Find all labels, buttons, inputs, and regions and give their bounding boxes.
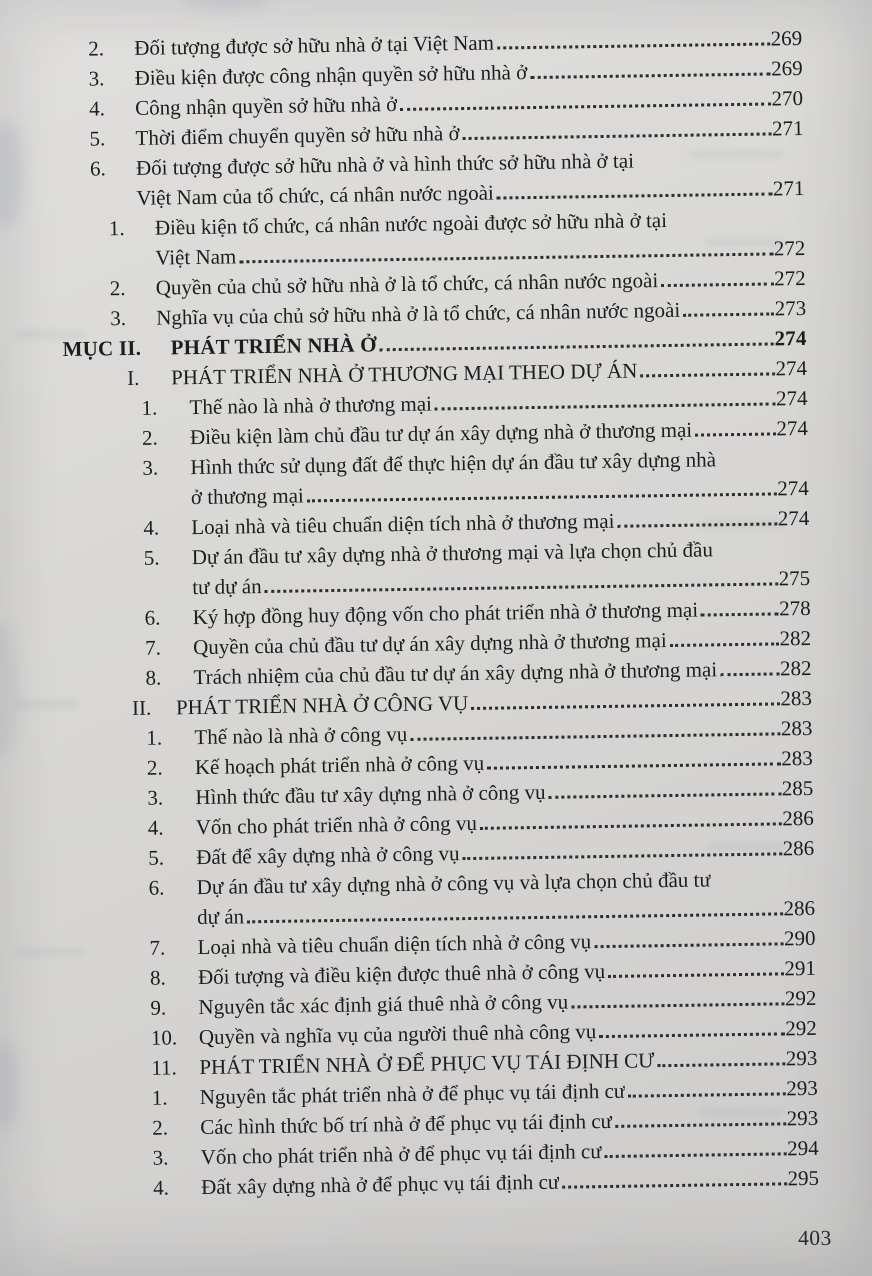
dot-leader: [307, 492, 777, 502]
toc-entry-number: 2.: [88, 36, 105, 61]
dot-leader: [562, 1182, 786, 1188]
toc-entry-title: Quyền và nghĩa vụ của người thuê nhà công vụ: [198, 1019, 597, 1050]
toc-entry-page: 272: [774, 265, 806, 291]
dot-leader: [683, 312, 773, 316]
toc-entry-page: 270: [771, 85, 804, 111]
toc-entry-title: Đối tượng được sở hữu nhà ở tại Việt Nam: [134, 30, 495, 60]
dot-leader: [471, 702, 779, 710]
dot-leader: [599, 1032, 784, 1038]
page-number: 403: [798, 1225, 833, 1251]
dot-leader: [628, 1092, 785, 1097]
toc-entry-title: PHÁT TRIỂN NHÀ Ở: [170, 332, 377, 360]
dot-leader: [695, 432, 775, 436]
toc-entry-page: 274: [775, 385, 808, 411]
toc-entry-number: 5.: [143, 545, 160, 570]
dot-leader: [549, 792, 781, 798]
toc-entry-number: [144, 594, 192, 595]
toc-entry: [60, 143, 805, 214]
toc-entry-title: Việt Nam: [155, 244, 237, 270]
dot-leader: [530, 72, 770, 79]
dot-leader: [463, 132, 771, 140]
toc-entry-title: Thời điểm chuyển quyền sở hữu nhà ở: [135, 121, 460, 150]
toc-entry-title: tư dự án: [192, 574, 262, 600]
toc-entry-number: 3.: [88, 66, 105, 91]
toc-entry-number: II.: [131, 695, 152, 721]
toc-entry-number: [149, 924, 197, 925]
dot-leader: [661, 282, 773, 287]
toc-entry-title: Dự án đầu tư xây dựng nhà ở công vụ và lựa chọn chủ đầu tư: [196, 867, 711, 900]
scan-smudge: [180, 0, 270, 10]
toc-entry-page: 293: [786, 1075, 818, 1101]
toc-entry-title: Vốn cho phát triển nhà ở để phục vụ tái định cư: [200, 1139, 602, 1170]
dot-leader: [265, 582, 778, 593]
dot-leader: [380, 342, 774, 351]
dot-leader: [670, 642, 779, 647]
toc-entry-title: ở thương mại: [190, 483, 304, 510]
toc-entry-page: 285: [781, 775, 814, 801]
toc-entry-title: Trách nhiệm của chủ đầu tư dự án xây dựng nhà ở thương mại: [193, 657, 718, 690]
toc-entry-number: 2.: [109, 276, 126, 301]
toc-entry-title: Điều kiện làm chủ đầu tư dự án xây dựng nhà ở thương mại: [189, 417, 693, 450]
toc-entry-page: 283: [781, 745, 813, 771]
toc-entry-number: 4.: [152, 1175, 170, 1200]
dot-leader: [435, 402, 775, 410]
toc-entry-page: 278: [778, 595, 811, 621]
toc-entry-number: 1.: [108, 216, 125, 241]
dot-leader: [497, 192, 772, 199]
toc-entry-page: 293: [786, 1105, 819, 1131]
toc-entry-page: 269: [770, 25, 803, 51]
toc-entry-title: Kế hoạch phát triển nhà ở công vụ: [194, 750, 485, 780]
toc-entry-title: PHÁT TRIỂN NHÀ Ở THƯƠNG MẠI THEO DỰ ÁN: [170, 358, 638, 390]
toc-entry-number: 5.: [89, 126, 106, 151]
toc-entry-page: 274: [777, 505, 810, 531]
toc-entry-title: Các hình thức bố trí nhà ở để phục vụ tái định cư: [200, 1108, 613, 1140]
toc-entry-page: 275: [778, 565, 811, 591]
toc-entry-title: Ký hợp đồng huy động vốn cho phát triển nhà ở thương mại: [192, 597, 699, 630]
dot-leader: [487, 762, 780, 769]
toc-entry-page: 292: [785, 1015, 818, 1041]
dot-leader: [463, 852, 782, 860]
toc-entry-number: 8.: [149, 965, 166, 990]
dot-leader: [571, 1002, 784, 1008]
toc-entry-title: Điều kiện tổ chức, cá nhân nước ngoài được sở hữu nhà ở tại: [154, 208, 668, 240]
toc-entry-number: 2.: [152, 1115, 169, 1140]
toc-entry-number: 4.: [147, 815, 164, 840]
toc-entry: [61, 203, 806, 274]
toc-entry-number: 4.: [88, 96, 106, 121]
toc-entry-page: 274: [774, 325, 807, 351]
toc-entry-number: 6.: [148, 875, 165, 900]
toc-entry-title: PHÁT TRIỂN NHÀ Ở ĐỂ PHỤC VỤ TÁI ĐỊNH CƯ: [199, 1048, 655, 1080]
toc-entry-number: [143, 504, 191, 505]
toc-entry-page: 283: [780, 715, 813, 741]
toc-entry-title: Nguyên tắc phát triển nhà ở để phục vụ tái định cư: [199, 1078, 626, 1110]
toc-entry-page: 271: [772, 175, 805, 201]
toc-entry-page: 294: [786, 1135, 819, 1161]
toc-entry-page: 283: [780, 685, 813, 711]
toc-entry-title: Vốn cho phát triển nhà ở công vụ: [195, 810, 478, 840]
toc-entry-title: Việt Nam của tổ chức, cá nhân nước ngoài: [136, 180, 494, 210]
dot-leader: [617, 522, 776, 527]
toc-entry-page: 286: [782, 835, 815, 861]
toc-entry-title: Đối tượng và điều kiện được thuê nhà ở công vụ: [197, 959, 606, 990]
toc-entry-number: 3.: [152, 1145, 169, 1170]
toc-entry-page: 291: [784, 955, 817, 981]
dot-leader: [658, 1062, 785, 1067]
toc-entry-number: 4.: [143, 515, 160, 540]
toc-entry-number: 6.: [144, 605, 161, 630]
toc-entry-number: 8.: [145, 665, 162, 690]
dot-leader: [615, 1122, 786, 1128]
toc-entry-number: 6.: [89, 156, 106, 181]
toc-entry-number: 3.: [147, 785, 164, 810]
toc-entry-number: 2.: [141, 425, 158, 450]
toc-entry-page: 272: [773, 235, 806, 261]
toc-entry-number: MỤC II.: [62, 335, 142, 361]
dot-leader: [410, 732, 780, 740]
toc-entry-page: 290: [783, 925, 816, 951]
toc-entry-page: 286: [782, 805, 814, 831]
toc-entry-page: 293: [785, 1045, 818, 1071]
toc-entry-title: Đối tượng được sở hữu nhà ở và hình thức sở hữu nhà ở tại: [135, 148, 635, 180]
toc-entry-page: 271: [771, 115, 804, 141]
toc-entry-title: Điều kiện được công nhận quyền sở hữu nhà ở: [134, 60, 528, 90]
dot-leader: [605, 1152, 787, 1158]
toc-entry-title: Loại nhà và tiêu chuẩn diện tích nhà ở thương mại: [191, 508, 615, 540]
dot-leader: [720, 672, 779, 676]
toc-entry-title: dự án: [196, 904, 245, 930]
toc-entry-page: 295: [787, 1165, 820, 1191]
toc-entry-number: [109, 265, 155, 266]
toc-entry-number: 2.: [146, 755, 163, 780]
toc-entry-page: 274: [777, 475, 809, 501]
toc-entry-number: 3.: [142, 455, 159, 480]
toc-entry-title: Nguyên tắc xác định giá thuê nhà ở công vụ: [198, 989, 569, 1020]
dot-leader: [701, 612, 778, 616]
toc-entry-number: 7.: [144, 635, 162, 660]
toc-entry-title: Quyền của chủ sở hữu nhà ở là tổ chức, cá nhân nước ngoài: [155, 268, 659, 300]
dot-leader: [594, 942, 783, 948]
toc-entry-title: Thế nào là nhà ở thương mại: [189, 391, 433, 420]
toc-entry-number: 7.: [149, 935, 166, 960]
toc-entry: [70, 863, 815, 934]
toc-entry-page: 273: [774, 295, 807, 321]
toc-entry-number: 1.: [146, 725, 163, 750]
toc-entry-title: Nghĩa vụ của chủ sở hữu nhà ở là tổ chức, cá nhân nước ngoài: [156, 297, 681, 330]
toc-entry-title: Hình thức sử dụng đất để thực hiện dự án đầu tư xây dựng nhà: [190, 447, 717, 480]
toc-entry-number: 11.: [151, 1055, 178, 1080]
toc-entry-number: 1.: [141, 395, 158, 420]
toc-entry-title: Quyền của chủ đầu tư dự án xây dựng nhà ở thương mại: [192, 628, 667, 660]
toc-entry-title: Dự án đầu tư xây dựng nhà ở thương mại và lựa chọn chủ đầu: [191, 537, 714, 570]
dot-leader: [497, 42, 770, 49]
toc-entry-title: Thế nào là nhà ở công vụ: [194, 721, 408, 750]
toc-entry-page: 274: [776, 415, 809, 441]
toc-entry-number: [91, 205, 137, 206]
toc-entry-number: 5.: [148, 845, 165, 870]
toc-entry-page: 282: [779, 655, 812, 681]
toc-list: [0, 22, 872, 1205]
toc-entry-page: 269: [770, 55, 803, 81]
toc-entry-number: 10.: [150, 1025, 178, 1050]
dot-leader: [239, 252, 773, 263]
dot-leader: [400, 102, 770, 110]
toc-entry-number: 1.: [151, 1085, 168, 1110]
toc-entry-title: Loại nhà và tiêu chuẩn diện tích nhà ở công vụ: [197, 929, 592, 960]
toc-entry-page: 282: [779, 625, 812, 651]
toc-entry: [64, 443, 809, 514]
dot-leader: [608, 972, 783, 978]
toc-entry-page: 292: [784, 985, 817, 1011]
toc-entry-number: 9.: [150, 995, 167, 1020]
dot-leader: [480, 822, 781, 829]
toc-entry-page: 274: [775, 355, 808, 381]
toc-entry-page: 286: [783, 895, 816, 921]
toc-entry-title: Đất xây dựng nhà ở để phục vụ tái định cư: [200, 1169, 560, 1200]
toc-entry-title: Hình thức đầu tư xây dựng nhà ở công vụ: [195, 779, 546, 810]
toc-entry-title: PHÁT TRIỂN NHÀ Ở CÔNG VỤ: [175, 691, 469, 720]
toc-entry-title: Công nhận quyền sở hữu nhà ở: [134, 92, 398, 120]
toc-entry-number: 3.: [110, 306, 127, 331]
dot-leader: [640, 372, 774, 377]
toc-entry-title: Đất để xây dựng nhà ở công vụ: [196, 841, 460, 870]
toc-entry-number: I.: [126, 365, 140, 391]
dot-leader: [247, 912, 783, 923]
toc-entry: [66, 533, 811, 604]
